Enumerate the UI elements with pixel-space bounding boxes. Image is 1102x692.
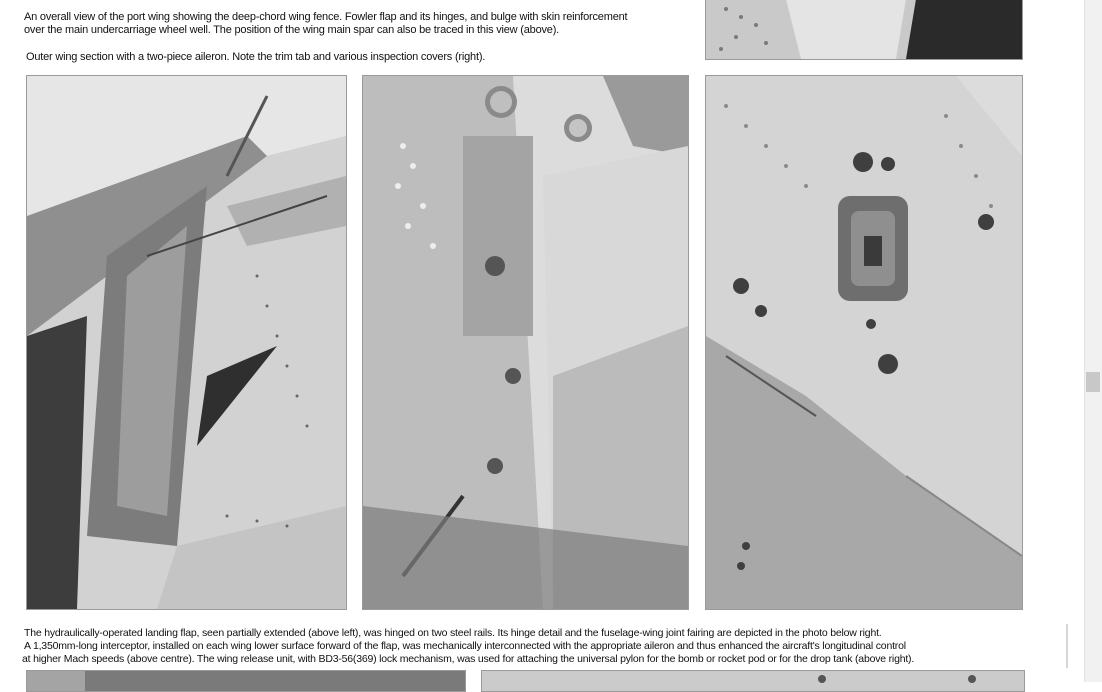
landing-flap-photo	[26, 75, 347, 610]
vertical-scrollbar[interactable]	[1084, 0, 1102, 682]
caption-landing-flap-line3: at higher Mach speeds (above centre). The wing release unit, with BD3-56(369) lock mechanism, was used for attaching the universal pylon for the bomb or rocket pod or for the drop tank (above right).	[22, 653, 915, 665]
caption-wing-overview-line1: An overall view of the port wing showing the deep-chord wing fence. Fowler flap and its hinges, and bulge with skin reinforcement	[24, 11, 628, 23]
wing-upper-view-photo	[705, 0, 1023, 60]
caption-outer-wing: Outer wing section with a two-piece aileron. Note the trim tab and various inspection covers (right).	[26, 51, 486, 63]
caption-wing-overview-line2: over the main undercarriage wheel well. The position of the wing main spar can also be traced in this view (above).	[24, 24, 560, 36]
caption-landing-flap-line1: The hydraulically-operated landing flap, seen partially extended (above left), was hinged on two steel rails. Its hinge detail and the fuselage-wing joint fairing are depicted in the photo below right.	[24, 627, 882, 639]
hinge-detail-photo	[26, 670, 466, 692]
fuselage-wing-fairing-photo	[481, 670, 1025, 692]
scrollbar-thumb[interactable]	[1086, 372, 1100, 392]
wing-release-unit-photo	[705, 75, 1023, 610]
interceptor-photo	[362, 75, 689, 610]
caption-landing-flap-line2: A 1,350mm-long interceptor, installed on each wing lower surface forward of the flap, was mechanically interconnected with the appropriate aileron and thus enhanced the aircraft's longitudinal control	[24, 640, 906, 652]
page-edge-marker	[1066, 624, 1068, 668]
